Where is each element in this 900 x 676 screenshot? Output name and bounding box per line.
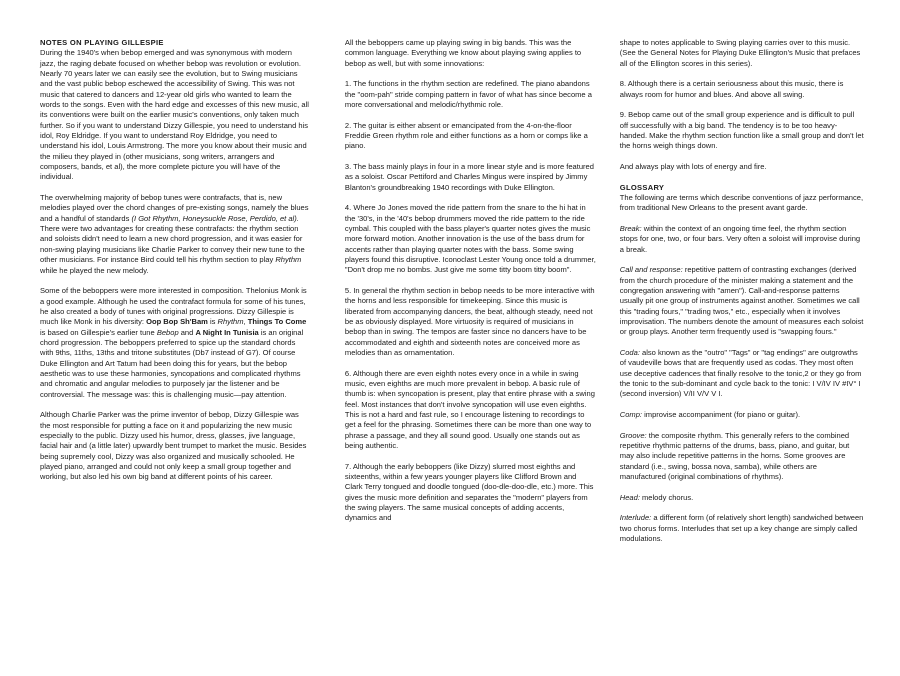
notes-heading: NOTES ON PLAYING GILLESPIE: [40, 38, 164, 47]
glossary-entry-coda: Coda: also known as the "outro" "Tags" or "tag endings" are outgrowths of vaudeville bows that are frequently used as codas. They most often use deceptive cadences that finally resolve to the tonic,2 or they go from the tonic to the sub-dominant and cycle back to the tonic: I V/IV IV #IV° I (second inversion) V/II V/V V I.: [619, 347, 862, 399]
column-middle: [345, 38, 596, 656]
list-item-3: 3. The bass mainly plays in four in a more linear style and is more featured as a soloist. Oscar Pettiford and Charles Mingus were inspired by Jimmy Blanton's groundbreaking 1940 recordings with Duke Ellington.: [344, 161, 594, 192]
list-item-1: 1. The functions in the rhythm section are redefined. The piano abandons the "oom-pah" stride comping pattern in favor of what has since become a more conversational and melodic/rhythmic role.: [344, 79, 592, 110]
glossary-term: Comp:: [619, 410, 643, 419]
list-item-5: 5. In general the rhythm section in bebop needs to be more interactive with the horns and less responsible for timekeeping. Since this music is liberated from accompanying dancers, the beat, although steady, need not be as obviously displayed. More virtuosity is required of musicians in bebop than in swing. The tempos are faster since no dancers have to be accommodated and eighth and sixteenth notes are conceived more as melodies than as ornamentation.: [344, 286, 595, 358]
list-item-4: 4. Where Jo Jones moved the ride pattern from the snare to the hi hat in the '30's, in the '40's bebop drummers moved the ride pattern to the ride cymbal. This coupled with the bass player's quarter notes gives the music more forward motion. Another innovation is the use of the bass drum for accents rather than playing quarter notes with the bass. Some swing players found this disruptive. Iconoclast Lester Young once told a drummer, "Don't drop me no bombs. Just give me some titty boom titty boom".: [344, 203, 596, 275]
song-title-rhythm: Rhythm: [275, 255, 302, 265]
song-title-night-in-tunisia: A Night In Tunisia: [195, 327, 259, 337]
song-title-things-to-come: Things To Come: [247, 317, 307, 327]
closing-line: And always play with lots of energy and fire.: [619, 161, 767, 171]
list-item-9: 9. Bebop came out of the small group experience and is difficult to pull off successfully with a big band. The tendency is to be too heavy-handed. Make the rhythm section function like a small group and don't let the horns weigh things down.: [619, 110, 864, 151]
column-left: [40, 38, 309, 656]
glossary-term: Break:: [619, 223, 642, 233]
paragraph-intro: During the 1940's when bebop emerged and was synonymous with modern jazz, the raging debate focused on whether bebop was revolution or evolution. Nearly 70 years later we can easily see the evolution, but to Swing musicians and the vast public bebop eschewed the accessibility of Swing. This was not music that catered to dancers and 12-year old girls who wanted to learn the words to the songs. Even with the hard edge and excesses of this new music, all its conventions were built on the earlier music's conventions, only taken much further. So if you want to understand Dizzy Gillespie, you need to understand his idol, Roy Eldridge. If you want to understand Roy Eldridge, you need to understand his idol, Louis Armstrong. The more you know about their music and the milieu they played in (other musicians, song writers, arrangers and composers, bands, et al), the more complete picture you will have of the individual.: [40, 48, 309, 182]
glossary-term: Groove:: [619, 430, 647, 440]
glossary-term: Call and response:: [619, 265, 683, 275]
glossary-term: Coda:: [619, 347, 640, 357]
paragraph-swing-language: All the beboppers came up playing swing in big bands. This was the common language. Everything we know about playing swing applies to bebop as well, but with some innovations:: [344, 38, 582, 68]
glossary-entry-head: Head: melody chorus.: [619, 492, 694, 502]
glossary-heading: GLOSSARY: [619, 182, 665, 192]
song-title-bebop: Bebop: [156, 327, 179, 337]
paragraph-composition: Some of the beboppers were more interested in composition. Thelonius Monk is a good example. Although he used the contrafact formula for some of his tunes, he also created a body of tunes with original progressions. Dizzy Gillespie is much like Monk in his diversity: Oop Bop Sh'Bam is Rhythm, Things To Come is based on Gillespie's earlier tune Bebop and A Night In Tunisia is an original chord progression. The beboppers preferred to spice up the standard chords with 9ths, 11ths, 13ths and tritone substitutes (Db7 instead of G7). Of course Duke Ellington and Art Tatum had been doing this for years, but the bebop aesthetic was to use these harmonies, syncopations and complicated rhythms and chromatic and angular melodies to purposely jar the listener and be controversial. The message was: this is challenging music—pay attention.: [40, 286, 307, 399]
list-item-7: 7. Although the early beboppers (like Dizzy) slurred most eighths and sixteenths, within a few years younger players like Clifford Brown and Clark Terry tongued and doodle tongued (doo-dle-doo-dle, etc.) more. This gives the music more definition and separates the "modern" players from the swing players. The same musical concepts of adding accents, dynamics and: [344, 461, 594, 523]
column-right: [620, 38, 864, 656]
glossary-term: Head:: [619, 492, 640, 502]
glossary-term: Interlude:: [619, 513, 652, 523]
glossary-entry-call-and-response: Call and response: repetitive pattern of contrasting exchanges (derived from the church procedure of the minister making a statement and the congregation answering with "amen"). Call-and-response patterns usually pit one group of instruments against another. Sometimes we call this "trading fours," "trading twos," etc., especially when it involves improvisation. The numbers denote the amount of measures each soloist or group plays. Another term frequently used is "swapping fours.": [619, 265, 864, 337]
glossary-entry-break: Break: within the context of an ongoing time feel, the rhythm section stops for one, two, or four bars. Very often a soloist will improvise during a break.: [619, 223, 861, 254]
list-item-7-continued: shape to notes applicable to Swing playing carries over to this music. (See the General Notes for Playing Duke Ellington's Music that prefaces all of the Ellington scores in this series).: [619, 38, 861, 68]
list-item-2: 2. The guitar is either absent or emancipated from the 4-on-the-floor Freddie Green rhythm role and either functions as a horn or comps like a piano.: [344, 120, 588, 151]
paragraph-contrafacts: The overwhelming majority of bebop tunes were contrafacts, that is, new melodies played over the chord changes of pre-existing songs, namely the blues and a handful of standards (I Got Rhythm, Honeysuckle Rose, Perdido, et al). There were two advantages for creating these contrafacts: the rhythm section and soloists didn't need to learn a new chord progression, and it was easier for non-swing playing musicians like Charlie Parker to convey their new tune to the other musicians. For instance Bird could tell his rhythm section to play Rhythm while he played the new melody.: [40, 193, 309, 275]
glossary-entry-groove: Groove: the composite rhythm. This generally refers to the combined repetitive rhythmic patterns of the drums, bass, piano, and guitar, but may also include repetitive patterns in the horns. Some grooves are standard (i.e., swing, bossa nova, samba), while others are manufactured (original combinations of rhythms).: [619, 430, 850, 482]
list-item-6: 6. Although there are even eighth notes every once in a while in swing music, even eighths are much more prevalent in bebop. A basic rule of thumb is: when syncopation is present, play that entire phrase with a swing feel. Most instances that don't involve syncopation will use even eighths. This is not a hard and fast rule, so I encourage listening to recordings to get a feel for the phrasing. Sometimes there can be more than one way to phrase a passage, and they all sound good. Usually one stands out as being authentic.: [344, 368, 595, 451]
glossary-entry-interlude: Interlude: a different form (of relatively short length) sandwiched between two chorus forms. Interludes that set up a key change are simply called modulations.: [619, 513, 864, 543]
glossary-entry-comp: Comp: improvise accompaniment (for piano or guitar).: [619, 410, 801, 419]
glossary-intro: The following are terms which describe conventions of jazz performance, from traditional New Orleans to the present avant garde.: [619, 192, 864, 213]
song-title-oop-bop: Oop Bop Sh'Bam: [146, 317, 208, 327]
paragraph-parker-gillespie: Although Charlie Parker was the prime inventor of bebop, Dizzy Gillespie was the most responsible for putting a face on it and popularizing the new music especially to the public. Dizzy used his humor, dress, glasses, jive language, facial hair and (a little later) upwardly bent trumpet to market the music. Besides being supremely cool, Dizzy was also organized and musically schooled. He played piano, arranged and could not only keep a small group together and working, but also led his own big band at different points of his career.: [40, 410, 307, 482]
song-title-rhythm-2: Rhythm: [217, 317, 244, 327]
list-item-8: 8. Although there is a certain seriousness about this music, there is always room for humor and blues. And above all swing.: [619, 79, 844, 99]
song-list: (I Got Rhythm, Honeysuckle Rose, Perdido, et al).: [131, 213, 299, 223]
